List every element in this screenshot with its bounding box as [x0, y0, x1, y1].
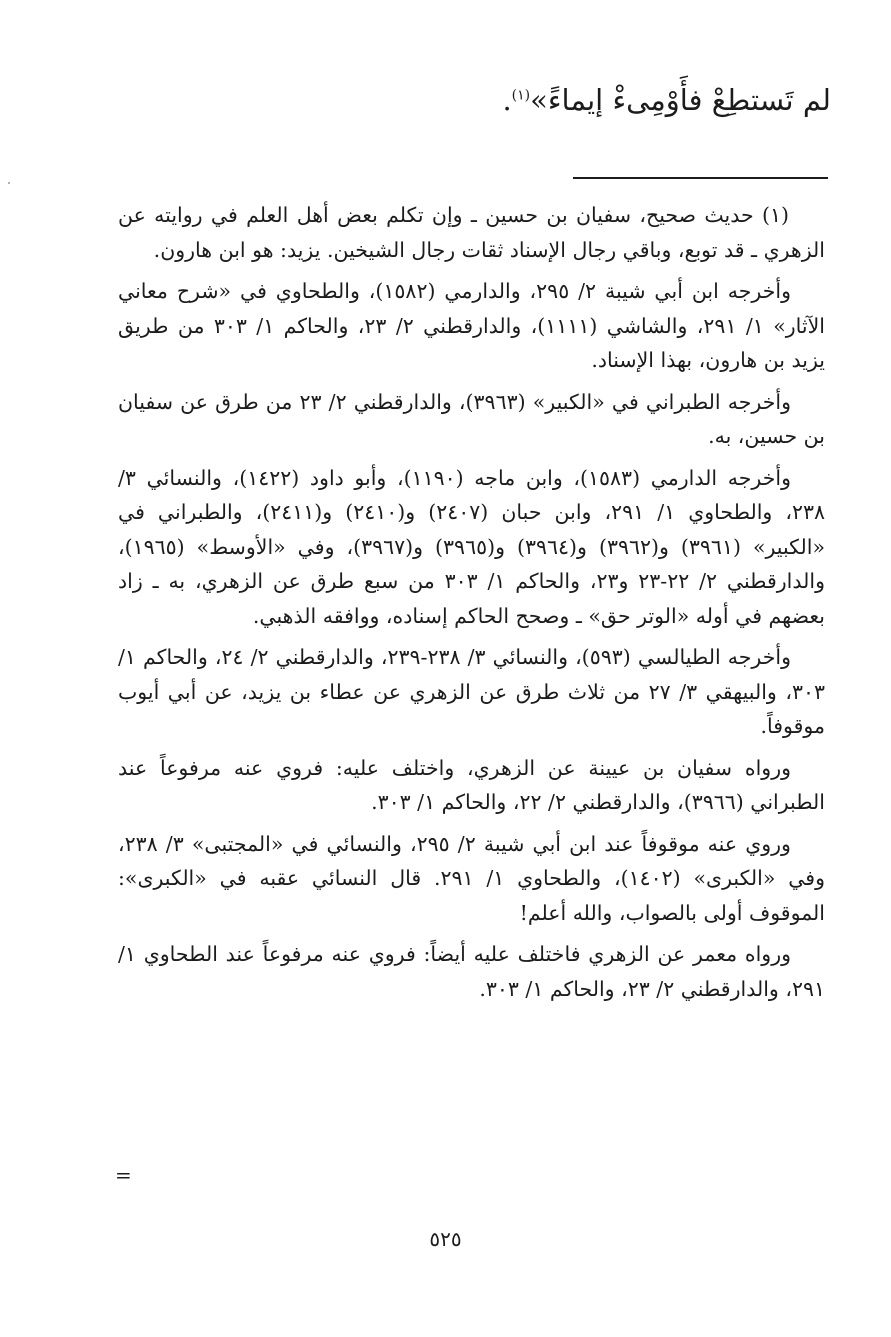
footnote-paragraph-3: وأخرجه الطبراني في «الكبير» (٣٩٦٣)، والدارقطني ٢/ ٢٣ من طرق عن سفيان بن حسين، به. [118, 389, 825, 448]
footnote-separator-rule [573, 177, 828, 179]
main-text-line [502, 78, 831, 122]
main-text-period: . [502, 83, 512, 117]
scan-speck [8, 182, 10, 184]
footnote-paragraph-8: ورواه معمر عن الزهري فاختلف عليه أيضاً: فروي عنه مرفوعاً عند الطحاوي ١/ ٢٩١، والدارقطني ٢/ ٢٣، والحاكم ١/ ٣٠٣. [118, 942, 825, 1001]
footnote-paragraph-5: وأخرجه الطيالسي (٥٩٣)، والنسائي ٣/ ٢٣٨-٢٣٩، والدارقطني ٢/ ٢٤، والحاكم ١/ ٣٠٣، والبيهقي ٣/ ٢٧ من ثلاث طرق عن الزهري عن عطاء بن يزيد، عن أبي أيوب موقوفاً. [118, 645, 825, 738]
footnote-paragraph-4: وأخرجه الدارمي (١٥٨٣)، وابن ماجه (١١٩٠)، وأبو داود (١٤٢٢)، والنسائي ٣/ ٢٣٨، والطحاوي ١/ ٢٩١، وابن حبان (٢٤٠٧) و(٢٤١٠) و(٢٤١١)، والطبراني في «الكبير» (٣٩٦١) و(٣٩٦٢) و(٣٩٦٤) و(٣٩٦٥) و(٣٩٦٧)، وفي «الأوسط» (١٩٦٥)، والدارقطني ٢/ ٢٢-٢٣ و٢٣، والحاكم ١/ ٣٠٣ من سبع طرق عن الزهري، به ـ زاد بعضهم في أوله «الوتر حق» ـ وصحح الحاكم إسناده، ووافقه الذهبي. [118, 465, 825, 628]
footnote-paragraph-6: ورواه سفيان بن عيينة عن الزهري، واختلف عليه: فروي عنه مرفوعاً عند الطبراني (٣٩٦٦)، والدارقطني ٢/ ٢٢، والحاكم ١/ ٣٠٣. [118, 755, 825, 814]
footnote-reference: (١) [511, 87, 531, 104]
continuation-mark: = [115, 1163, 132, 1187]
footnote-paragraph-7: وروي عنه موقوفاً عند ابن أبي شيبة ٢/ ٢٩٥، والنسائي في «المجتبى» ٣/ ٢٣٨، وفي «الكبرى» (١٤٠٢)، والطحاوي ١/ ٢٩١. قال النسائي عقبه في «الكبرى»: الموقوف أولى بالصواب، والله أعلم! [118, 831, 825, 925]
main-text: لم تَستطِعْ فأَوْمِىءْ إيماءً» [530, 83, 831, 117]
footnotes-block [118, 198, 825, 1013]
footnote-paragraph-2: وأخرجه ابن أبي شيبة ٢/ ٢٩٥، والدارمي (١٥٨٢)، والطحاوي في «شرح معاني الآثار» ١/ ٢٩١، والشاشي (١١١١)، والدارقطني ٢/ ٢٣، والحاكم ١/ ٣٠٣ من طريق يزيد بن هارون، بهذا الإسناد. [118, 279, 826, 372]
footnote-paragraph-1: (١) حديث صحيح، سفيان بن حسين ـ وإن تكلم بعض أهل العلم في روايته عن الزهري ـ قد توبع، وباقي رجال الإسناد ثقات رجال الشيخين. يزيد: هو ابن هارون. [118, 203, 825, 262]
page-number: ٥٢٥ [429, 1227, 462, 1251]
